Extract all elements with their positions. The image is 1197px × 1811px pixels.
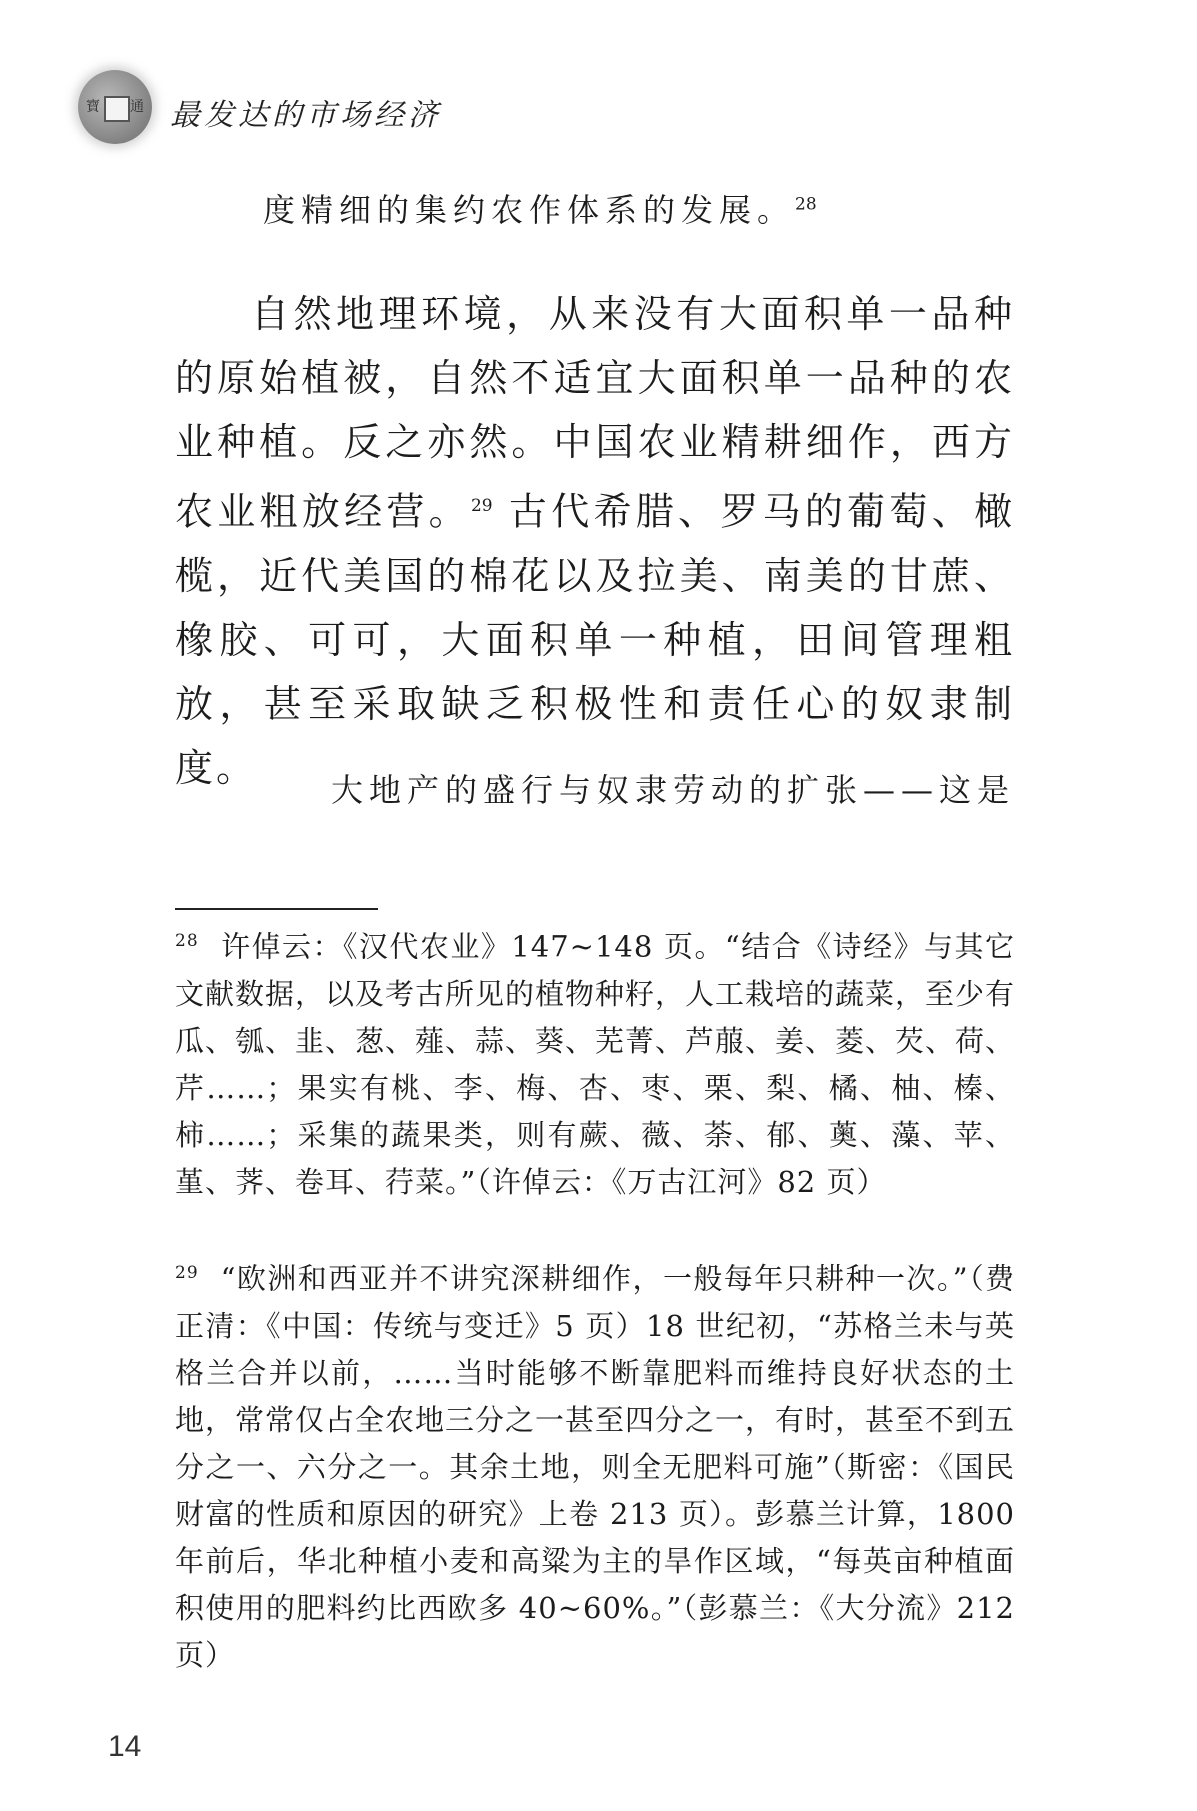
top-line [175,185,1015,231]
footnote-number: 29 [175,1263,199,1283]
main-paragraph [175,282,1015,800]
top-line-text: 度精细的集约农作体系的发展。 [263,191,796,229]
footnote-ref-28: 28 [795,194,817,215]
main-paragraph-part-a: 自然地理环境，从来没有大面积单一品种的原始植被，自然不适宜大面积单一品种的农业种植。反之亦然。中国农业精耕细作，西方农业粗放经营。 [175,292,1015,534]
footnote-number: 28 [175,931,199,951]
quote-line: 大地产的盛行与奴隶劳动的扩张——这是 [330,771,1015,809]
footnote-divider [175,908,378,910]
header-title: 最发达的市场经济 [170,98,442,133]
footnote-28 [175,918,1015,1206]
coin-logo-icon [78,70,152,144]
page-number: 14 [108,1730,142,1763]
footnote-text: “欧洲和西亚并不讲究深耕细作，一般每年只耕种一次。”（费正清：《中国：传统与变迁》5 页）18 世纪初，“苏格兰未与英格兰合并以前，……当时能够不断靠肥料而维持良好状态的土地，常常仅占全农地三分之一甚至四分之一，有时，甚至不到五分之一、六分之一。其余土地，则全无肥料可施”（斯密：《国民财富的性质和原因的研究》上卷 213 页）。彭慕兰计算，1800 年前后，华北种植小麦和高粱为主的旱作区域，“每英亩种植面积使用的肥料约比西欧多 40~60%。”（彭慕兰：《大分流》212 页） [175,1261,1016,1672]
footnote-text: 许倬云：《汉代农业》147~148 页。“结合《诗经》与其它文献数据，以及考古所见的植物种籽，人工栽培的蔬菜，至少有瓜、瓠、韭、葱、薤、蒜、葵、芜菁、芦菔、姜、菱、芡、荷、芹……；果实有桃、李、梅、杏、枣、栗、梨、橘、柚、榛、柿……；采集的蔬果类，则有蕨、薇、荼、郁、薁、藻、苹、堇、荠、卷耳、荇菜。”（许倬云：《万古江河》82 页） [175,929,1016,1199]
footnote-ref-29: 29 [470,496,493,516]
main-paragraph-part-b: 古代希腊、罗马的葡萄、橄榄，近代美国的棉花以及拉美、南美的甘蔗、橡胶、可可，大面积单一种植，田间管理粗放，甚至采取缺乏积极性和责任心的奴隶制度。 [175,489,1015,790]
footnote-29 [175,1250,1015,1679]
coin-mark-right: 通 [130,99,144,115]
coin-square-hole [104,96,130,122]
coin-mark-left: 寶 [86,99,100,115]
running-header [70,68,1130,158]
